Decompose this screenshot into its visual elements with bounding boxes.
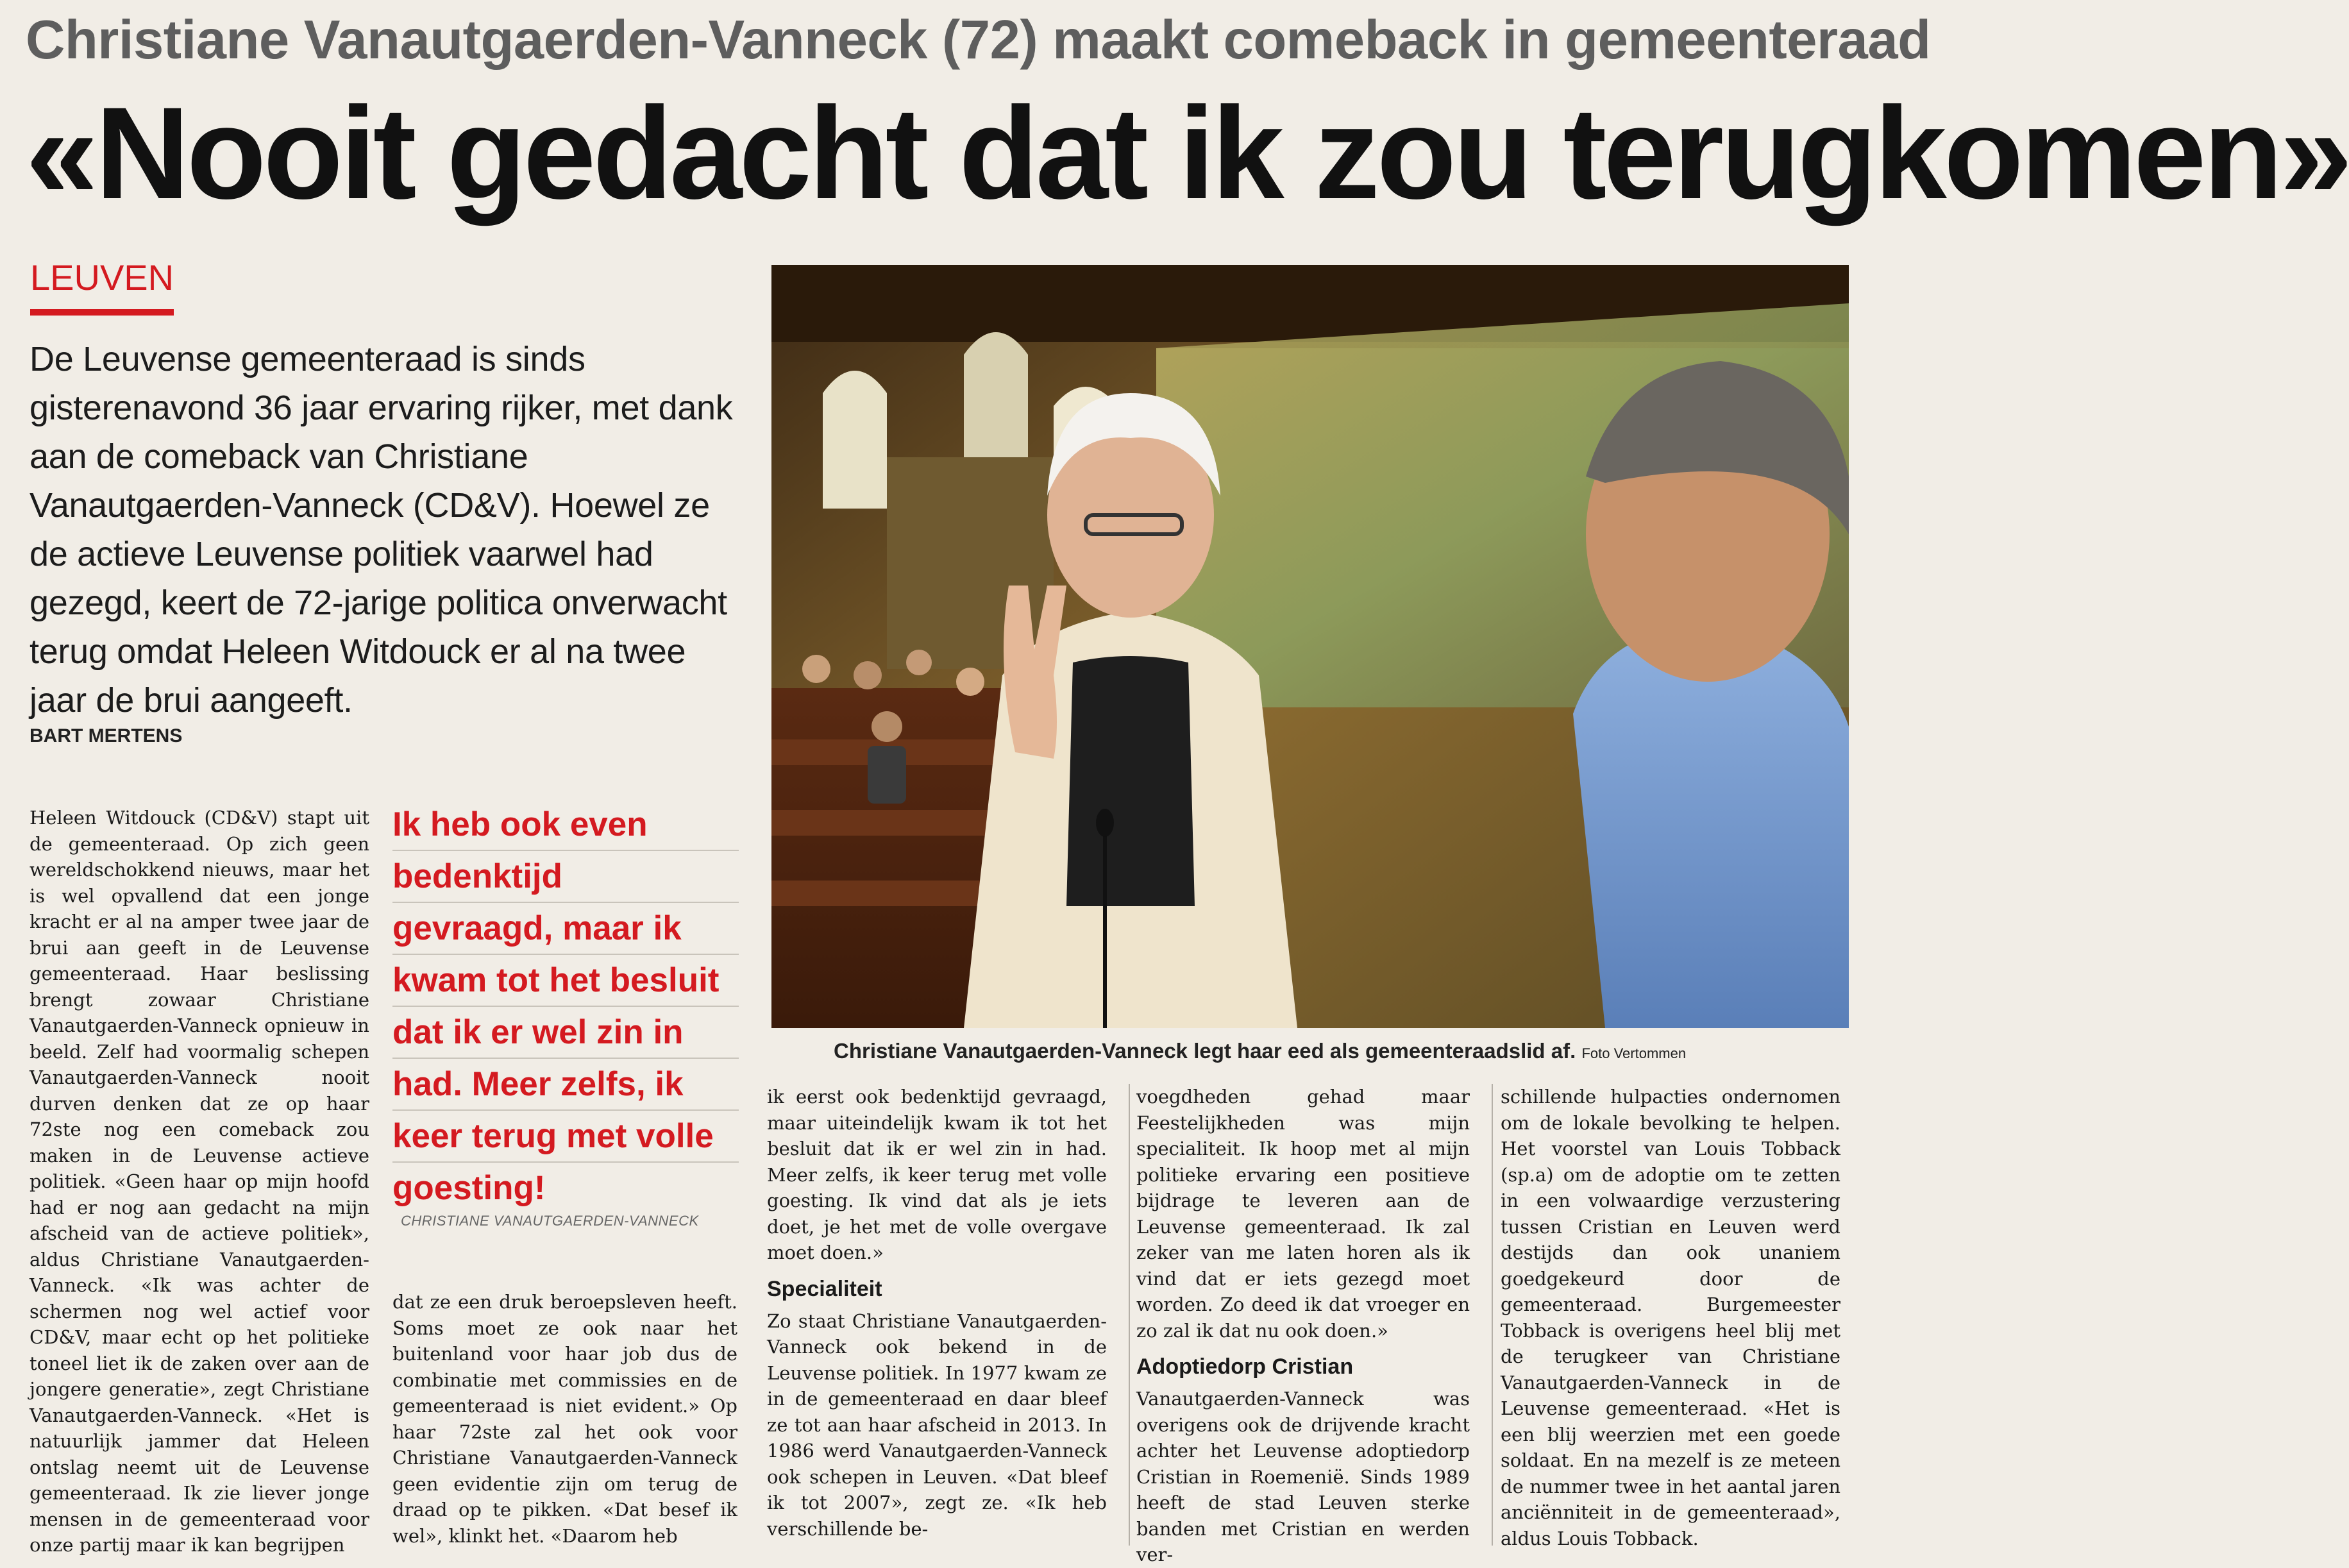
- pull-quote-attribution: CHRISTIANE VANAUTGAERDEN-VANNECK: [401, 1213, 699, 1229]
- photo-caption: [834, 1035, 1853, 1067]
- pull-quote-line: had. Meer zelfs, ik: [392, 1059, 739, 1111]
- column-3-body: Zo staat Christiane Vanautgaerden-Vanneck ook bekend in de Leuvense politiek. In 1977 kwam ze in de gemeenteraad en daar bleef ze tot aan haar afscheid in 2013. In 1986 werd Vanautgaerden-Vanneck ook schepen in Leuven. «Dat bleef ik tot 2007», zegt ze. «Ik heb verschillende be-: [767, 1310, 1107, 1540]
- article-photo: [771, 265, 1849, 1028]
- column-1-text: Heleen Witdouck (CD&V) stapt uit de gemeenteraad. Op zich geen wereldschokkend nieuws, maar het is wel opvallend dat een jonge kracht er al na amper twee jaar de brui aan geeft in de Leuvense gemeenteraad. Haar beslissing brengt zowaar Christiane Vanautgaerden-Vanneck opnieuw in beeld. Zelf had voormalig schepen Vanautgaerden-Vanneck nooit durven denken dat ze op haar 72ste nog een comeback zou maken in de Leuvense actieve politiek. «Geen haar op mijn hoofd had er nog aan gedacht na mijn afscheid van de actieve politiek», aldus Christiane Vanautgaerden-Vanneck. «Ik was achter de schermen nog wel actief voor CD&V, maar echt op het politieke toneel liet ik de zaken over aan de jongere generatie», zegt Christiane Vanautgaerden-Vanneck. «Het is natuurlijk jammer dat Heleen ontslag neemt uit de Leuvense gemeenteraad. Ik zie liever jonge mensen in de gemeenteraad voor onze partij maar ik kan begrijpen: [29, 807, 369, 1556]
- location-label: LEUVEN: [30, 255, 174, 316]
- author-byline: BART MERTENS: [29, 725, 183, 746]
- column-5: [1501, 1084, 1840, 1551]
- intro-paragraph: De Leuvense gemeenteraad is sinds gisterenavond 36 jaar ervaring rijker, met dank aan de comeback van Christiane Vanautgaerden-Vanneck (CD&V). Hoewel ze de actieve Leuvense politiek vaarwel had gezegd, keert de 72-jarige politica onverwacht terug omdat Heleen Witdouck er al na twee jaar de brui aangeeft.: [29, 340, 733, 720]
- column-4: [1136, 1084, 1470, 1568]
- headline: «Nooit gedacht dat ik zou terugkomen»: [26, 80, 2349, 226]
- pull-quote: [392, 799, 739, 1213]
- pull-quote-line: Ik heb ook even: [392, 799, 739, 851]
- subhead-specialiteit: Specialiteit: [767, 1276, 882, 1301]
- column-4-body: Vanautgaerden-Vanneck was overigens ook de drijvende kracht achter het Leuvense adoptiedorp Cristian in Roemenië. Sinds 1989 heeft de stad Leuven sterke banden met Cristian en werden ver-: [1136, 1388, 1470, 1565]
- photo-credit: Foto Vertommen: [1581, 1045, 1687, 1061]
- subhead-adoptiedorp: Adoptiedorp Cristian: [1136, 1354, 1354, 1379]
- column-3-text: ik eerst ook bedenktijd gevraagd, maar uiteindelijk kwam ik tot het besluit dat ik er wel zin in had. Meer zelfs, ik keer terug met volle goesting. Ik vind dat als je iets doet, je het met de volle overgave moet doen.»: [767, 1086, 1107, 1263]
- pull-quote-line: gevraagd, maar ik: [392, 903, 739, 955]
- pull-quote-line: bedenktijd: [392, 851, 739, 903]
- pull-quote-line: goesting!: [392, 1169, 546, 1207]
- column-3: [767, 1084, 1107, 1542]
- photo-illustration: [771, 265, 1849, 1028]
- column-2-text: dat ze een druk beroepsleven heeft. Soms moet ze ook naar het buitenland voor haar job dus de combinatie met commissies en de gemeenteraad is niet evident.» Op haar 72ste zal het ook voor Christiane Vanautgaerden-Vanneck geen evidentie zijn om terug de draad op te pikken. «Dat besef ik wel», klinkt het. «Daarom heb: [392, 1291, 737, 1547]
- kicker: Christiane Vanautgaerden-Vanneck (72) maakt comeback in gemeenteraad: [26, 10, 1931, 71]
- column-5-text: schillende hulpacties ondernomen om de lokale bevolking te helpen. Het voorstel van Louis Tobback (sp.a) om de adoptie om te zetten in een volwaardige verzustering tussen Cristian en Leuven werd destijds dan ook unaniem goedgekeurd door de gemeenteraad. Burgemeester Tobback is overigens heel blij met de terugkeer van Christiane Vanautgaerden-Vanneck in de Leuvense gemeenteraad. «Het is een blij weerzien met een goede soldaat. En na mezelf is ze meteen de nummer twee in het aantal jaren anciënniteit in de gemeenteraad», aldus Louis Tobback.: [1501, 1086, 1840, 1549]
- column-divider: [1129, 1084, 1130, 1546]
- pull-quote-line: dat ik er wel zin in: [392, 1007, 739, 1059]
- pull-quote-line: keer terug met volle: [392, 1111, 739, 1163]
- pull-quote-line: kwam tot het besluit: [392, 955, 739, 1007]
- column-divider: [1492, 1084, 1493, 1546]
- caption-text: Christiane Vanautgaerden-Vanneck legt haar eed als gemeenteraadslid af.: [834, 1039, 1576, 1063]
- column-4-text: voegdheden gehad maar Feestelijkheden was mijn specialiteit. Ik hoop met al mijn politieke ervaring een positieve bijdrage te leveren aan de Leuvense gemeenteraad. Ik zal zeker van me laten horen als ik vind dat er iets gezegd moet worden. Zo deed ik dat vroeger en zo zal ik dat nu ook doen.»: [1136, 1086, 1470, 1342]
- column-1: [29, 805, 369, 1558]
- column-2: [392, 1289, 737, 1549]
